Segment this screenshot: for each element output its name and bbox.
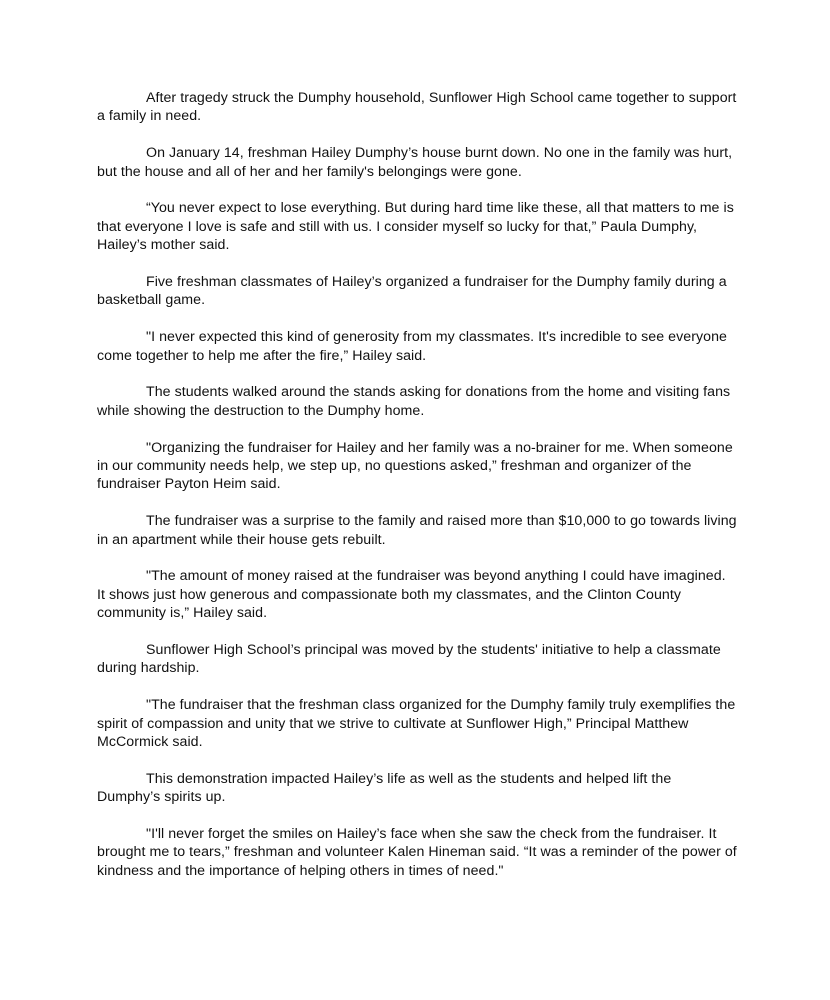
paragraph-13: "I'll never forget the smiles on Hailey’s face when she saw the check from the fundraiser. It brought me to tears,” freshman and volunteer Kalen Hineman said. “It was a reminder of the power of kindness and the importance of helping others in times of need." (97, 826, 737, 879)
paragraph-6: The students walked around the stands asking for donations from the home and visiting fans while showing the destruction to the Dumphy home. (97, 384, 731, 419)
paragraph-12: This demonstration impacted Hailey’s life as well as the students and helped lift the Dumphy’s spirits up. (97, 770, 672, 806)
paragraph-9: "The amount of money raised at the fundraiser was beyond anything I could have imagined. It shows just how generous and compassionate both my classmates, and the Clinton County community is,” Hailey said. (97, 568, 726, 622)
article-body (97, 89, 737, 899)
paragraph-1: After tragedy struck the Dumphy household, Sunflower High School came together to support a family in need. (97, 90, 737, 125)
paragraph-5: "I never expected this kind of generosity from my classmates. It's incredible to see everyone come together to help me after the fire,” Hailey said. (97, 329, 727, 364)
paragraph-10: Sunflower High School’s principal was moved by the students' initiative to help a classmate during hardship. (97, 642, 721, 677)
paragraph-2: On January 14, freshman Hailey Dumphy’s house burnt down. No one in the family was hurt, but the house and all of her and her family's belongings were gone. (97, 145, 733, 180)
paragraph-4: Five freshman classmates of Hailey’s organized a fundraiser for the Dumphy family during a basketball game. (97, 274, 727, 309)
paragraph-3: “You never expect to lose everything. But during hard time like these, all that matters to me is that everyone I love is safe and still with us. I consider myself so lucky for that,” Paula Dumphy, Hailey’s mother said. (97, 200, 734, 254)
paragraph-11: "The fundraiser that the freshman class organized for the Dumphy family truly exemplifies the spirit of compassion and unity that we strive to cultivate at Sunflower High,” Principal Matthew McCormick said. (97, 697, 736, 751)
paragraph-8: The fundraiser was a surprise to the family and raised more than $10,000 to go towards living in an apartment while their house gets rebuilt. (97, 513, 737, 548)
paragraph-7: "Organizing the fundraiser for Hailey and her family was a no-brainer for me. When someone in our community needs help, we step up, no questions asked,” freshman and organizer of the fundraiser Payton Heim said. (97, 439, 733, 493)
